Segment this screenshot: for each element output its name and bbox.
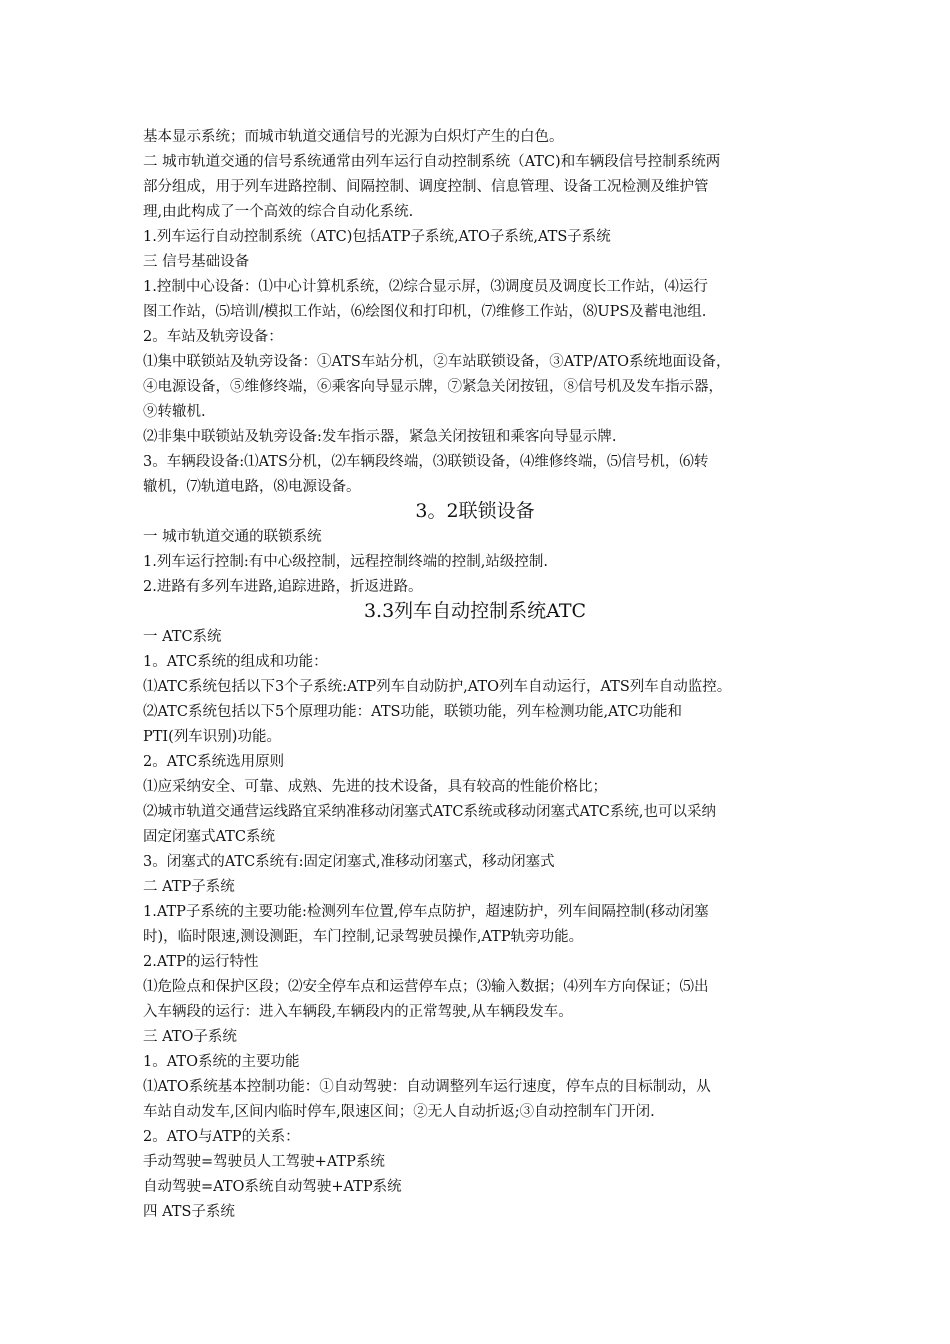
text-line: ⑴应采纳安全、可靠、成熟、先进的技术设备，具有较高的性能价格比；: [143, 779, 607, 795]
text-line: 理,由此构成了一个高效的综合自动化系统.: [143, 204, 414, 220]
text-line: 辙机，⑺轨道电路，⑻电源设备。: [143, 479, 361, 495]
text-line: 入车辆段的运行：进入车辆段,车辆段内的正常驾驶,从车辆段发车。: [143, 1004, 573, 1020]
section-heading: 四 ATS子系统: [143, 1204, 235, 1220]
section-heading: 三 信号基础设备: [143, 254, 250, 270]
text-line: ⑵城市轨道交通营运线路宜采纳准移动闭塞式ATC系统或移动闭塞式ATC系统,也可以采纳: [143, 804, 716, 820]
chapter-heading: 3。2联锁设备: [415, 500, 535, 522]
text-line: 1.控制中心设备：⑴中心计算机系统，⑵综合显示屏，⑶调度员及调度长工作站，⑷运行: [143, 279, 708, 295]
text-line: 2。ATO与ATP的关系：: [143, 1129, 300, 1145]
text-line: ⑴集中联锁站及轨旁设备：①ATS车站分机，②车站联锁设备，③ATP/ATO系统地面设备，: [143, 354, 731, 370]
text-line: 二 城市轨道交通的信号系统通常由列车运行自动控制系统（ATC)和车辆段信号控制系统两: [143, 154, 721, 170]
text-line: 1.列车运行自动控制系统（ATC)包括ATP子系统,ATO子系统,ATS子系统: [143, 229, 611, 245]
text-line: 1.列车运行控制:有中心级控制，远程控制终端的控制,站级控制.: [143, 554, 548, 570]
chapter-heading: 3.3列车自动控制系统ATC: [363, 600, 587, 622]
text-line: PTI(列车识别)功能。: [143, 729, 281, 745]
text-line: ⑴ATO系统基本控制功能：①自动驾驶：自动调整列车运行速度，停车点的目标制动，从: [143, 1079, 711, 1095]
text-line: 2.进路有多列车进路,追踪进路，折返进路。: [143, 579, 423, 595]
text-line: ⑨转辙机.: [143, 404, 206, 420]
text-line: 部分组成，用于列车进路控制、间隔控制、调度控制、信息管理、设备工况检测及维护管: [143, 179, 709, 195]
text-line: 1。ATC系统的组成和功能：: [143, 654, 328, 670]
text-line: 车站自动发车,区间内临时停车,限速区间；②无人自动折返;③自动控制车门开闭.: [143, 1104, 655, 1120]
text-line: ④电源设备，⑤维修终端，⑥乘客向导显示牌，⑦紧急关闭按钮，⑧信号机及发车指示器，: [143, 379, 723, 395]
section-heading: 二 ATP子系统: [143, 879, 235, 895]
text-line: 1.ATP子系统的主要功能:检测列车位置,停车点防护，超速防护，列车间隔控制(移动闭塞: [143, 904, 709, 920]
text-line: 2。车站及轨旁设备：: [143, 329, 283, 345]
text-line: 基本显示系统；而城市轨道交通信号的光源为白炽灯产生的白色。: [143, 129, 564, 145]
text-line: 3。闭塞式的ATC系统有:固定闭塞式,准移动闭塞式，移动闭塞式: [143, 854, 555, 870]
text-line: ⑵ATC系统包括以下5个原理功能：ATS功能，联锁功能，列车检测功能,ATC功能和: [143, 704, 683, 720]
section-heading: 三 ATO子系统: [143, 1029, 237, 1045]
text-line: 3。车辆段设备:⑴ATS分机，⑵车辆段终端，⑶联锁设备，⑷维修终端，⑸信号机，⑹转: [143, 454, 709, 470]
text-line: 时)，临时限速,测设测距，车门控制,记录驾驶员操作,ATP轨旁功能。: [143, 929, 584, 945]
section-heading: 一 ATC系统: [143, 629, 222, 645]
section-heading: 一 城市轨道交通的联锁系统: [143, 529, 322, 545]
text-line: 图工作站，⑸培训/模拟工作站，⑹绘图仪和打印机，⑺维修工作站，⑻UPS及蓄电池组.: [143, 304, 707, 320]
text-line: 手动驾驶=驾驶员人工驾驶+ATP系统: [143, 1154, 385, 1170]
text-line: 固定闭塞式ATC系统: [143, 829, 275, 845]
text-line: ⑴ATC系统包括以下3个子系统:ATP列车自动防护,ATO列车自动运行，ATS列车自动监控。: [143, 679, 732, 695]
text-line: 2。ATC系统选用原则: [143, 754, 285, 770]
text-line: 1。ATO系统的主要功能: [143, 1054, 300, 1070]
text-line: 2.ATP的运行特性: [143, 954, 259, 970]
text-line: ⑴危险点和保护区段；⑵安全停车点和运营停车点；⑶输入数据；⑷列车方向保证；⑸出: [143, 979, 709, 995]
text-line: ⑵非集中联锁站及轨旁设备:发车指示器，紧急关闭按钮和乘客向导显示牌.: [143, 429, 617, 445]
text-line: 自动驾驶=ATO系统自动驾驶+ATP系统: [143, 1179, 402, 1195]
